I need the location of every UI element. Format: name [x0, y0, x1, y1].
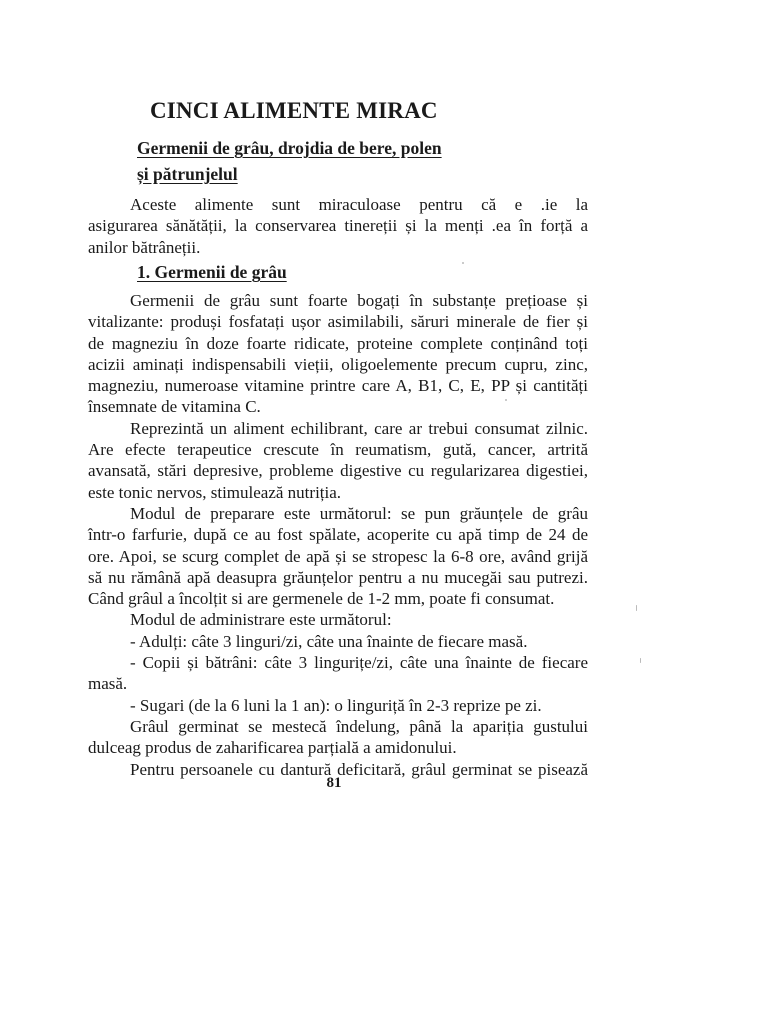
subtitle-line-1: Germenii de grâu, drojdia de bere, polen: [137, 138, 442, 158]
chapter-title: CINCI ALIMENTE MIRAC: [150, 98, 438, 123]
body-line: Pentru persoanele cu dantură deficitară, grâul germinat se pisează: [130, 759, 588, 779]
body-line: dulceag produs de zaharificarea parțială a amidonului.: [88, 738, 457, 758]
body-line: avansată, stări depresive, probleme digestive cu regularizarea digestiei,: [88, 461, 588, 481]
scan-speck: [505, 399, 507, 401]
body-line: - Sugari (de la 6 luni la 1 an): o linguriță în 2-3 reprize pe zi.: [130, 695, 542, 715]
intro-line: anilor bătrâneții.: [88, 237, 201, 257]
body-line: Modul de preparare este următorul: se pun grăunțele de grâu: [130, 503, 588, 523]
body-line: Are efecte terapeutice crescute în reumatism, gută, cancer, artrită: [88, 440, 588, 460]
subtitle-line-2: și pătrunjelul: [137, 164, 238, 184]
scan-speck: [636, 605, 637, 611]
body-line: - Adulți: câte 3 linguri/zi, câte una înainte de fiecare masă.: [130, 631, 528, 651]
body-line: vitalizante: produși fosfatați ușor asimilabili, săruri minerale de fier și: [88, 312, 588, 332]
page-number: 81: [326, 775, 342, 791]
body-line: Grâul germinat se mestecă îndelung, până la apariția gustului: [130, 716, 588, 736]
body-line: însemnate de vitamina C.: [88, 397, 261, 417]
body-line: - Copii și bătrâni: câte 3 lingurițe/zi, câte una înainte de fiecare: [130, 653, 588, 673]
body-line: acizii aminați indispensabili vieții, oligoelemente precum cupru, zinc,: [88, 354, 588, 374]
intro-line: Aceste alimente sunt miraculoase pentru că e .ie la: [130, 195, 588, 214]
body-line: magneziu, numeroase vitamine printre care A, B1, C, E, PP și cantități: [88, 376, 588, 396]
intro-paragraph: [88, 194, 588, 258]
body-line: de magneziu în doze foarte ridicate, proteine complete conținând toți: [88, 333, 588, 353]
body-line: Când grâul a încolțit si are germenele de 1-2 mm, poate fi consumat.: [88, 589, 555, 609]
body-line: este tonic nervos, stimulează nutriția.: [88, 482, 342, 502]
body-line: într-o farfurie, după ce au fost spălate, acoperite cu apă timp de 24 de: [88, 525, 588, 545]
body-line: să nu rămână apă deasupra grăunțelor pentru a nu mucegăi sau putrezi.: [88, 567, 588, 587]
body-line: ore. Apoi, se scurg complet de apă și se stropesc la 6-8 ore, având grijă: [88, 546, 588, 566]
body-line: masă.: [88, 674, 128, 694]
body-line: Modul de administrare este următorul:: [130, 610, 392, 630]
scan-speck: [462, 262, 464, 264]
body-line: Germenii de grâu sunt foarte bogați în substanțe prețioase și: [130, 291, 588, 310]
section-heading: 1. Germenii de grâu: [137, 262, 287, 282]
intro-line: asigurarea sănătății, la conservarea tinereții și la menți .ea în forță a: [88, 216, 588, 236]
body-line: Reprezintă un aliment echilibrant, care ar trebui consumat zilnic.: [130, 418, 588, 438]
section-body: [88, 290, 588, 780]
scan-speck: [640, 658, 641, 663]
